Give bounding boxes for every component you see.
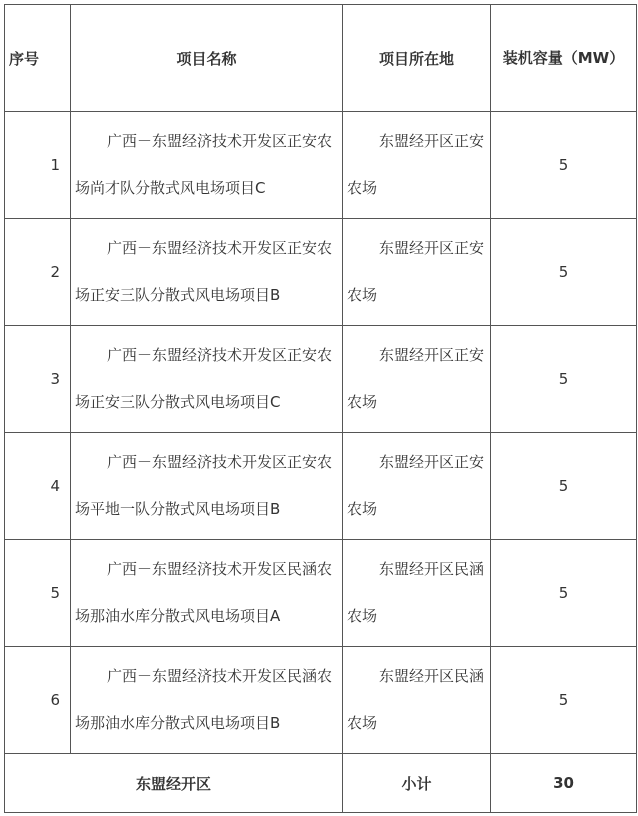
table-header-row: [5, 5, 637, 112]
header-project-name: 项目名称: [71, 5, 343, 112]
row-project-name: 广西－东盟经济技术开发区正安农场平地一队分散式风电场项目B: [71, 433, 343, 540]
row-installed-capacity: 5: [491, 540, 637, 647]
row-serial-number: 5: [5, 540, 71, 647]
row-installed-capacity: 5: [491, 433, 637, 540]
header-serial-number: 序号: [5, 5, 71, 112]
row-project-location: 东盟经开区正安农场: [343, 112, 491, 219]
row-project-location: 东盟经开区民涵农场: [343, 647, 491, 754]
total-value: 30: [491, 754, 637, 813]
header-installed-capacity: 装机容量（MW）: [491, 5, 637, 112]
total-region: 东盟经开区: [5, 754, 343, 813]
row-project-name: 广西－东盟经济技术开发区正安农场正安三队分散式风电场项目C: [71, 326, 343, 433]
row-project-location: 东盟经开区正安农场: [343, 433, 491, 540]
row-installed-capacity: 5: [491, 219, 637, 326]
row-project-location: 东盟经开区正安农场: [343, 219, 491, 326]
table-row: [5, 540, 637, 647]
project-table: [4, 4, 637, 813]
row-project-name: 广西－东盟经济技术开发区正安农场尚才队分散式风电场项目C: [71, 112, 343, 219]
row-project-name: 广西－东盟经济技术开发区民涵农场那油水库分散式风电场项目B: [71, 647, 343, 754]
total-row: [5, 754, 637, 813]
row-installed-capacity: 5: [491, 647, 637, 754]
row-project-location: 东盟经开区正安农场: [343, 326, 491, 433]
row-serial-number: 2: [5, 219, 71, 326]
table-row: [5, 326, 637, 433]
table-row: [5, 112, 637, 219]
row-serial-number: 3: [5, 326, 71, 433]
row-serial-number: 1: [5, 112, 71, 219]
total-label: 小计: [343, 754, 491, 813]
row-project-location: 东盟经开区民涵农场: [343, 540, 491, 647]
row-serial-number: 6: [5, 647, 71, 754]
row-project-name: 广西－东盟经济技术开发区正安农场正安三队分散式风电场项目B: [71, 219, 343, 326]
table-row: [5, 219, 637, 326]
row-installed-capacity: 5: [491, 112, 637, 219]
table-row: [5, 647, 637, 754]
header-project-location: 项目所在地: [343, 5, 491, 112]
row-serial-number: 4: [5, 433, 71, 540]
table-row: [5, 433, 637, 540]
row-installed-capacity: 5: [491, 326, 637, 433]
row-project-name: 广西－东盟经济技术开发区民涵农场那油水库分散式风电场项目A: [71, 540, 343, 647]
